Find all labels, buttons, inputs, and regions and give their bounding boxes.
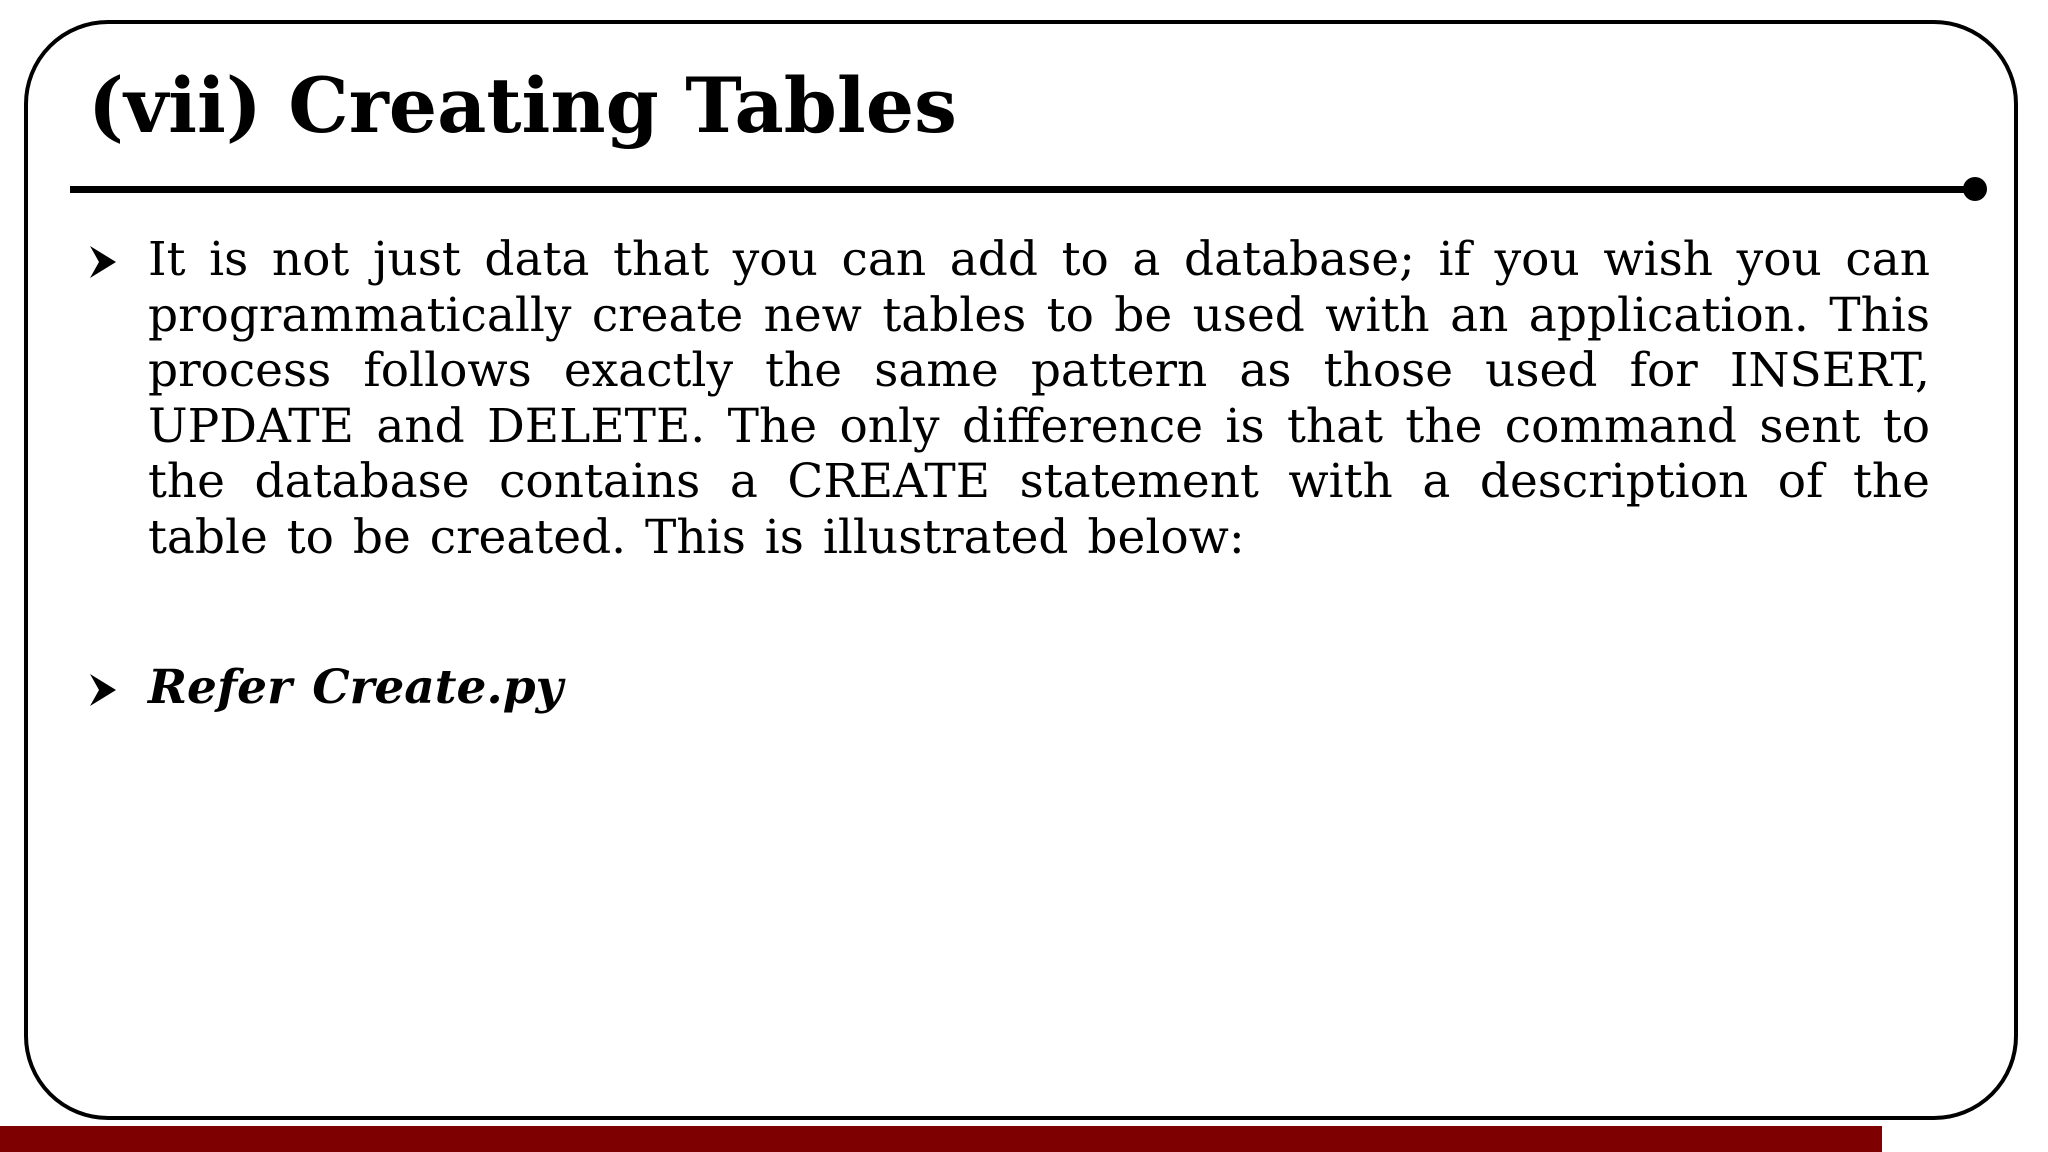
footer-accent-bar: [0, 1126, 1882, 1152]
title-divider: [70, 186, 1974, 193]
slide-frame: [24, 20, 2018, 1120]
bullet-item-reference: Refer Create.py: [148, 660, 563, 715]
bullet-item-description: It is not just data that you can add to a database; if you wish you can programmatically create new tables to be used with an application. This process follows exactly the same pattern as those used for INSERT, UPDATE and DELETE. The only difference is that the command sent to the database contains a CREATE statement with a description of the table to be created. This is illustrated below:: [148, 232, 1930, 565]
arrowhead-bullet-icon: [88, 244, 118, 280]
arrowhead-bullet-icon: [88, 672, 118, 708]
page-title: (vii) Creating Tables: [88, 61, 957, 150]
title-divider-end-dot: [1963, 177, 1987, 201]
